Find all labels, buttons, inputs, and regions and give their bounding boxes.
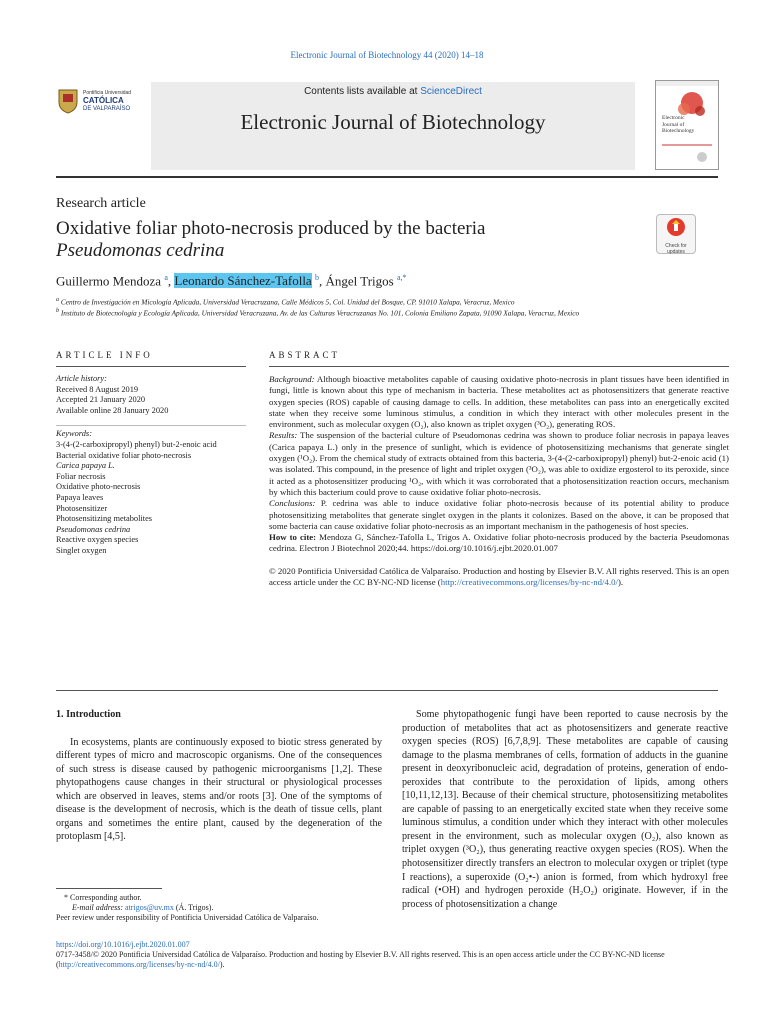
footnote-divider: [56, 888, 162, 889]
affiliation: [56, 308, 579, 317]
journal-reference[interactable]: Electronic Journal of Biotechnology 44 (2020) 14–18: [290, 50, 484, 60]
title-line-1: Oxidative foliar photo-necrosis produced by the bacteria: [56, 218, 486, 239]
logo-line-3: DE VALPARAÍSO: [83, 106, 131, 112]
email-label: E-mail address:: [72, 903, 126, 913]
article-info: [56, 374, 246, 557]
journal-title: Electronic Journal of Biotechnology: [240, 110, 546, 134]
introduction-heading: 1. Introduction: [56, 709, 121, 720]
body-paragraph: Some phytopathogenic fungi have been reported to cause necrosis by the production of metabolites that act as photosensitizers and generate reactive oxygen species (ROS) [6,7,8,9]. These metabolites are capable of causing damage to the plasma membranes of cells, formation of adducts in the guanine present in deoxyribonucleic acid, degradation of proteins, generation of endo-peroxides that contribute to the peroxidation of lipids, among others [10,11,12,13]. Because of their chemical structure, photosensitizing metabolites are capable of passing to an energetically excited state when they receive some luminous stimulus, a condition under which they interact with other molecules present in the environment, such as molecular oxygen (O₂), also known as triplet oxygen (³O₂), thus generating reactive oxygen species (ROS). When the photosensitizer directly transfers an electron to molecular oxygen or triplet (type I reactions), a superoxide (O₂•-) anion is formed, from which hydroxyl free radical (•OH) and hydrogen peroxide (H₂O₂) originate. However, if in the process of photosensitization a change: [402, 709, 728, 910]
author-affil-sup[interactable]: a: [164, 273, 168, 282]
history-accepted: Accepted 21 January 2020: [56, 395, 146, 405]
cover-line-2: Journal of: [662, 121, 685, 128]
affiliation-sup: a: [56, 297, 60, 303]
article-title: [56, 218, 485, 262]
affiliation-text: Centro de Investigación en Micología Aplicada, Universidad Veracruzana, Calle Médicos 5, Col. Unidad del Bosque, CP. 91010 Xalapa, Veracruz, Mexico: [60, 297, 515, 307]
background-label: Background:: [269, 374, 315, 384]
title-line-2: Pseudomonas cedrina: [56, 240, 225, 261]
doi-link[interactable]: https://doi.org/10.1016/j.ejbt.2020.01.007: [56, 940, 190, 949]
abstract-bottom-divider: [56, 690, 718, 691]
peer-review-note: Peer review under responsibility of Pontificia Universidad Católica de Valparaíso.: [56, 913, 319, 923]
copyright-text: © 2020 Pontificia Universidad Católica de Valparaíso. Production and hosting by Elsevier B.V. All rights reserved. This is an open access article under the CC BY-NC-ND license (: [269, 565, 729, 588]
university-crest-icon: [57, 88, 79, 114]
license-close: ).: [219, 960, 225, 970]
author-affil-sup[interactable]: b: [314, 273, 319, 282]
issn-line: 0717-3458/© 2020 Pontificia Universidad Católica de Valparaíso. Production and hosting by Elsevier B.V. All rights reserved. This is an open access article under the CC BY-NC-ND license: [56, 950, 665, 960]
keyword: Oxidative photo-necrosis: [56, 482, 141, 492]
affiliation: [56, 297, 515, 306]
keyword: Papaya leaves: [56, 492, 104, 502]
affiliation-text: Instituto de Biotecnología y Ecología Aplicada, Universidad Veracruzana, Av. de las Culturas Veracruzanas No. 101, Colonia Emiliano Zapata, 91090 Xalapa, Veracruz, Mexico: [60, 308, 580, 318]
abstract-body: [269, 374, 729, 588]
page-footer: [56, 940, 730, 971]
license-link[interactable]: http://creativecommons.org/licenses/by-nc-nd/4.0/: [440, 577, 618, 588]
body-column-right: [402, 708, 728, 911]
info-divider: [56, 425, 246, 426]
check-updates-line-1: Check for: [665, 243, 687, 249]
affiliation-sup: b: [56, 308, 60, 314]
history-label: Article history:: [56, 374, 107, 383]
author-name[interactable]: Guillermo Mendoza: [56, 273, 162, 289]
author-list: Guillermo Mendoza $^a$, Leonardo Sánchez-Tafolla $^b$, Ángel Trigos $^{a,*}$: [56, 273, 407, 289]
abstract-background: [269, 374, 729, 430]
license-open: (: [56, 960, 59, 970]
keyword: Foliar necrosis: [56, 471, 106, 481]
keyword: Carica papaya L.: [56, 461, 115, 471]
body-column-left: [56, 708, 382, 844]
article-type: Research article: [56, 196, 146, 211]
email-link[interactable]: atrigos@uv.mx: [125, 903, 174, 913]
logo-line-2: CATÓLICA: [83, 96, 124, 105]
abstract-results: [269, 430, 729, 498]
footer-license-link[interactable]: http://creativecommons.org/licenses/by-nc-nd/4.0/: [58, 960, 220, 970]
body-paragraph: In ecosystems, plants are continuously exposed to biotic stress generated by different types of micro and macroscopic organisms. One of the consequences of such stress is disease caused by pathogenic microorganisms [1,2]. These phytopathogens cause changes in their structural or physiological processes which are observed in leaves, stems and/or roots [3]. One of the symptoms of disease is the development of necrosis, which is the death of tissue cells, plant organs and sometimes the entire plant, caused by the degeneration of the protoplasm [4,5].: [56, 736, 382, 843]
abstract-cite: [269, 532, 729, 555]
contents-availability: [151, 86, 635, 97]
keyword: 3-(4-(2-carboxipropyl) phenyl) but-2-enoic acid: [56, 439, 217, 449]
keywords-label: Keywords:: [56, 429, 92, 439]
keyword: Singlet oxygen: [56, 545, 107, 555]
keyword: Reactive oxygen species: [56, 535, 139, 545]
article-info-heading: ARTICLE INFO: [56, 350, 153, 360]
keyword: Photosensitizer: [56, 503, 108, 513]
background-text: Although bioactive metabolites capable of causing oxidative photo-necrosis in plant tissues have been identified in fungi, little is known about this type of mechanism in bacteria. These metabolites act as photosensitizers that generate reactive oxygen species (ROS) capable of causing damage to cells. In addition, these metabolites can pass into an energetically excited state when they receive some luminous stimulus, a condition in which they interact with other molecules present in the environment, such as molecular oxygen (O₂), also known as triplet oxygen (³O₂), generating ROS.: [269, 374, 729, 430]
sciencedirect-link[interactable]: ScienceDirect: [420, 86, 482, 97]
check-updates-line-2: updates: [667, 248, 685, 255]
article-info-divider: [56, 366, 246, 367]
keyword: Pseudomonas cedrina: [56, 524, 131, 534]
logo-line-1: Pontificia Universidad: [83, 90, 132, 96]
check-updates-icon: [657, 215, 695, 239]
abstract-divider: [269, 366, 729, 367]
abstract-conclusions: [269, 498, 729, 532]
copyright-end: ).: [617, 577, 624, 588]
journal-cover-image[interactable]: [655, 80, 719, 170]
conclusions-text: P. cedrina was able to induce oxidative foliar photo-necrosis because of its potential ability to produce photosensitizing metabolites that generate singlet oxygen in the plants it colonizes. Based on the above, it can be proposed that some bacteria can cause oxidative foliar photo-necrosis as an important mechanism in the pathogenesis of host species.: [269, 498, 729, 531]
keyword: Bacterial oxidative foliar photo-necrosis: [56, 450, 192, 460]
corresponding-author-note: * Corresponding author.: [64, 893, 142, 902]
abstract-heading: ABSTRACT: [269, 350, 341, 360]
conclusions-label: Conclusions:: [269, 498, 316, 509]
author-name-highlighted[interactable]: Leonardo Sánchez-Tafolla: [174, 273, 312, 289]
university-logo: [57, 88, 143, 116]
results-label: Results:: [269, 430, 298, 441]
author-name[interactable]: Ángel Trigos: [325, 273, 394, 289]
contents-prefix: Contents lists available at: [304, 86, 421, 97]
header-divider: [56, 176, 718, 178]
cite-label: How to cite:: [269, 532, 317, 543]
email-suffix: (Á. Trigos).: [173, 903, 214, 913]
history-online: Available online 28 January 2020: [56, 405, 169, 415]
cover-line-1: Electronic: [662, 115, 685, 121]
cover-line-3: Biotechnology: [662, 128, 695, 134]
cite-text: Mendoza G, Sánchez-Tafolla L, Trigos A. Oxidative foliar photo-necrosis produced by the bacteria Pseudomonas cedrina. Electron J Biotechnol 2020;44. https://doi.org/10.1016/j.ejbt.2020.01.007: [269, 532, 729, 554]
results-text: The suspension of the bacterial culture of Pseudomonas cedrina was shown to produce foliar necrosis in papaya leaves (Carica papaya L.) only in the presence of sunlight, which is evidence of photosensitizing mechanisms that generate singlet oxygen (¹O₂). From the chemical study of extracts obtained from this bacteria, 3-(4-(2-carboxipropyl) phenyl) but-2-enoic acid (1) was isolated. This compound, in the presence of light and triplet oxygen (³O₂), was able to oxidize ergosterol to its peroxide, since it acted as a photosensitizer producing ¹O₂, with which it was corroborated that a photosensitization reaction occurs, mechanism by which this bacterium could prove to cause oxidative foliar photo-necrosis.: [269, 430, 729, 497]
footnotes: [56, 893, 382, 924]
keyword: Photosensitizing metabolites: [56, 514, 153, 524]
history-received: Received 8 August 2019: [56, 384, 139, 394]
author-affil-sup[interactable]: a,*: [396, 273, 407, 282]
check-for-updates-button[interactable]: [656, 214, 696, 254]
abstract-copyright: [269, 566, 729, 589]
